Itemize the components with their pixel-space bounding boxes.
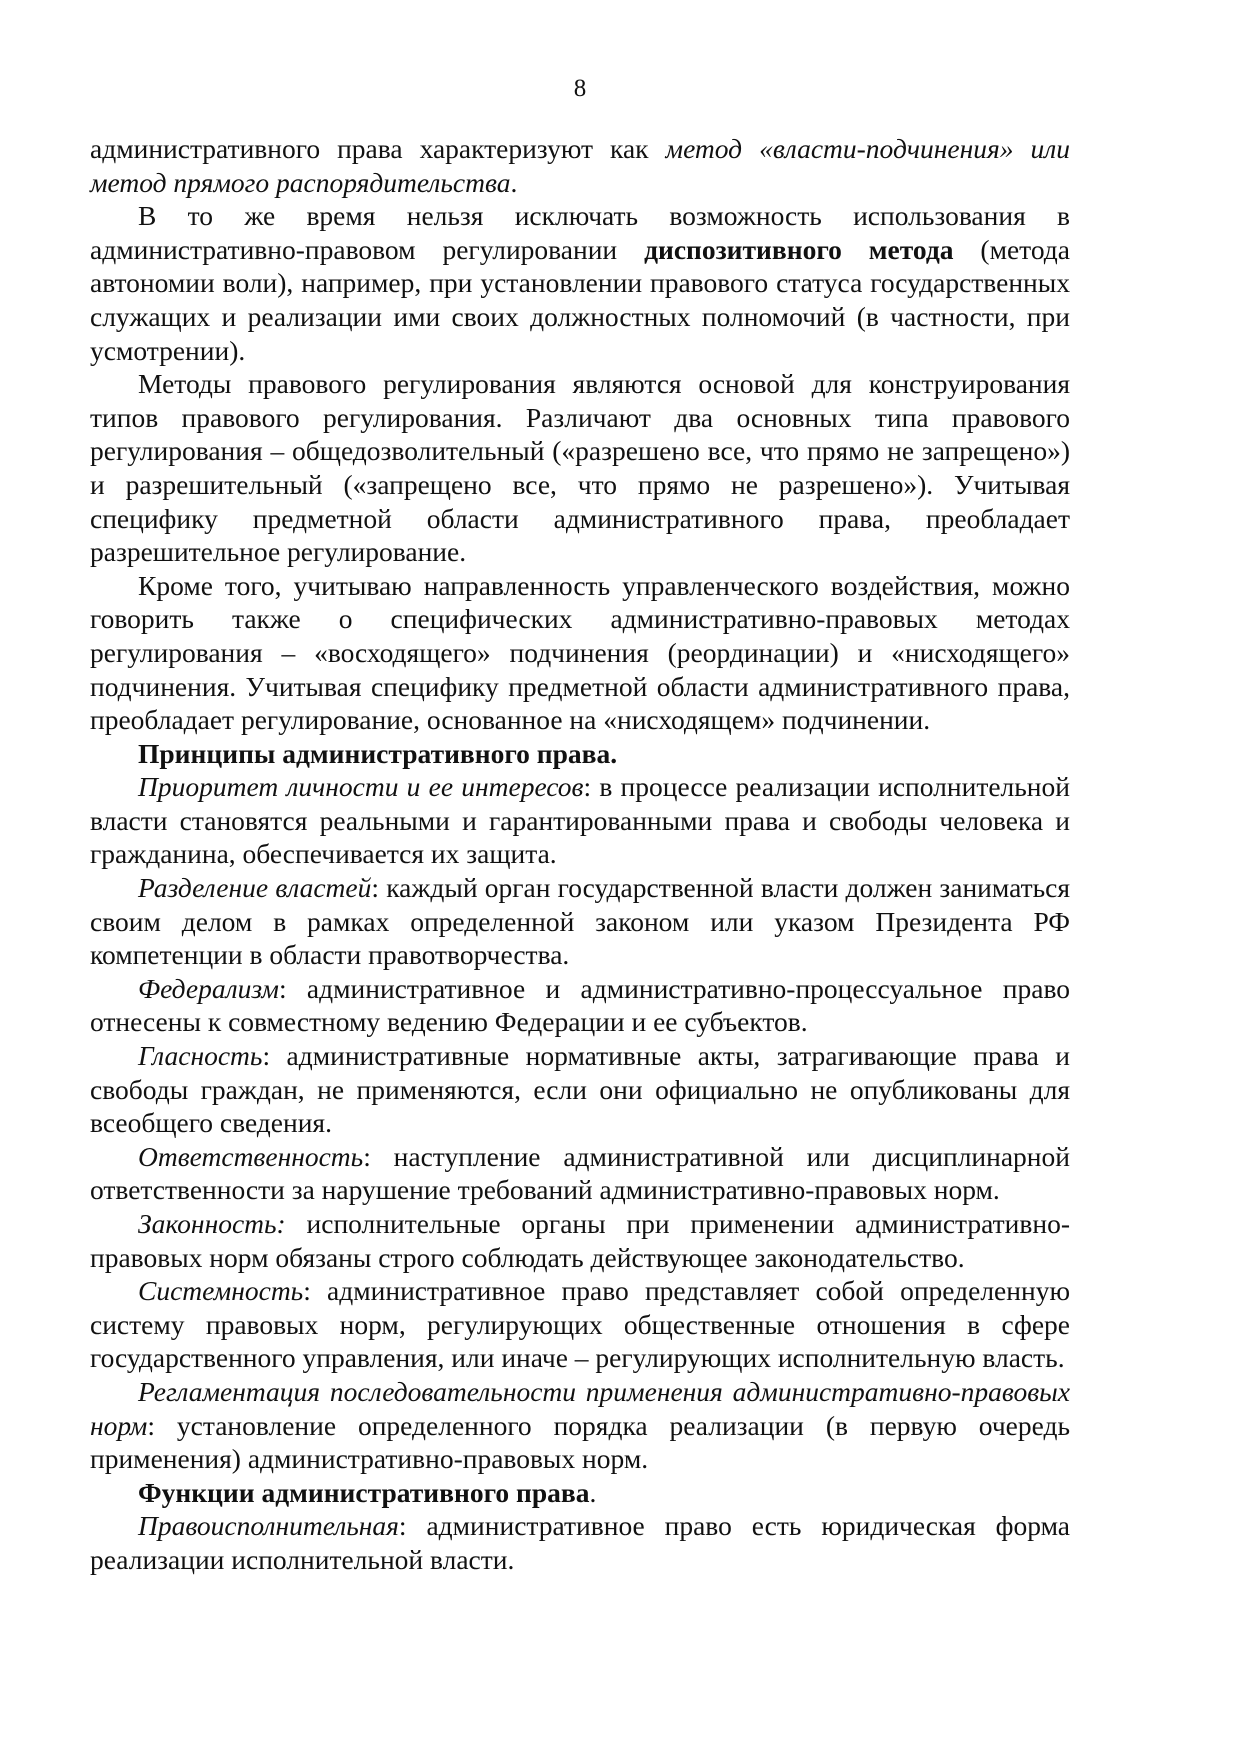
paragraph-subordination <box>90 569 1070 737</box>
principle-item <box>90 770 1070 871</box>
principle-term: Гласность <box>138 1040 263 1072</box>
principle-term: Федерализм <box>138 972 279 1004</box>
function-text: : административное право есть юридическая форма реализации исполнительной власти. <box>90 1510 1070 1575</box>
document-body <box>90 132 1070 1577</box>
italic-term: метод «власти-подчинения» или метод прямого распорядительства <box>90 133 1070 198</box>
paragraph-text: В то же время нельзя исключать возможность использования в административно-правовом регулировании <box>90 200 1070 265</box>
paragraph-regulation-types <box>90 367 1070 569</box>
principle-item <box>90 972 1070 1039</box>
functions-heading-tail: . <box>589 1476 597 1508</box>
paragraph-text: Методы правового регулирования являются основой для конструирования типов правового регулирования. Различают два основных типа правового регулирования – общедозволительный («разрешено все, что прямо не запрещено») и разрешительный («запрещено все, что прямо не разрешено»). Учитывая специфику предметной области административного права, преобладает разрешительное регулирование. <box>90 368 1070 568</box>
paragraph-text: административного права характеризуют как <box>90 133 666 164</box>
page-number: 8 <box>573 75 587 102</box>
principle-item <box>90 1039 1070 1140</box>
principle-term: Законность: <box>138 1208 286 1239</box>
principle-text: : наступление административной или дисциплинарной ответственности за нарушение требований административно-правовых норм. <box>90 1140 1070 1206</box>
principle-term: Приоритет личности и ее интересов <box>138 771 584 803</box>
principle-text: : установление определенного порядка реализации (в первую очередь применения) административно-правовых норм. <box>90 1409 1070 1475</box>
paragraph-text: (метода автономии воли), например, при установлении правового статуса государственных служащих и реализации ими своих должностных полномочий (в частности, при усмотрении). <box>90 233 1070 366</box>
principle-term: Регламентация последовательности применения административно-правовых норм <box>90 1375 1070 1441</box>
principle-item <box>90 871 1070 972</box>
principle-text: : административное право представляет собой определенную систему правовых норм, регулирующих общественные отношения в сфере государственного управления, или иначе – регулирующих исполнительную власть. <box>90 1275 1070 1374</box>
paragraph-text: Кроме того, учитываю направленность управленческого воздействия, можно говорить также о специфических административно-правовых методах регулирования – «восходящего» подчинения (реординации) и «нисходящего» подчинения. Учитывая специфику предметной области административного права, преобладает регулирование, основанное на «нисходящем» подчинении. <box>90 569 1070 736</box>
principle-term: Ответственность <box>138 1140 364 1172</box>
principle-text: исполнительные органы при применении административно-правовых норм обязаны строго соблюдать действующее законодательство. <box>90 1208 1070 1273</box>
principle-term: Разделение властей <box>138 872 372 904</box>
principle-text: : каждый орган государственной власти должен заниматься своим делом в рамках определенной законом или указом Президента РФ компетенции в области правотворчества. <box>90 872 1070 971</box>
paragraph-dispositive-method <box>90 199 1070 367</box>
principle-text: : в процессе реализации исполнительной власти становятся реальными и гарантированными права и свободы человека и гражданина, обеспечивается их защита. <box>90 771 1070 870</box>
principle-term: Системность <box>138 1275 304 1307</box>
paragraph-text: . <box>510 166 518 198</box>
function-item <box>90 1509 1070 1576</box>
paragraph-method-of-authority <box>90 132 1070 199</box>
bold-term: диспозитивного метода <box>644 233 954 265</box>
principle-item <box>90 1207 1070 1274</box>
principle-text: : административные нормативные акты, затрагивающие права и свободы граждан, не применяются, если они официально не опубликованы для всеобщего сведения. <box>90 1040 1070 1139</box>
functions-heading-text: Функции административного права <box>138 1476 590 1508</box>
principle-item <box>90 1274 1070 1375</box>
principle-item <box>90 1375 1070 1476</box>
section-heading-functions <box>90 1476 1070 1510</box>
function-term: Правоисполнительная <box>138 1510 399 1542</box>
principle-item <box>90 1140 1070 1207</box>
section-heading-principles: Принципы административного права. <box>138 737 618 769</box>
principle-text: : административное и административно-процессуальное право отнесены к совместному ведению Федерации и ее субъектов. <box>90 972 1070 1038</box>
